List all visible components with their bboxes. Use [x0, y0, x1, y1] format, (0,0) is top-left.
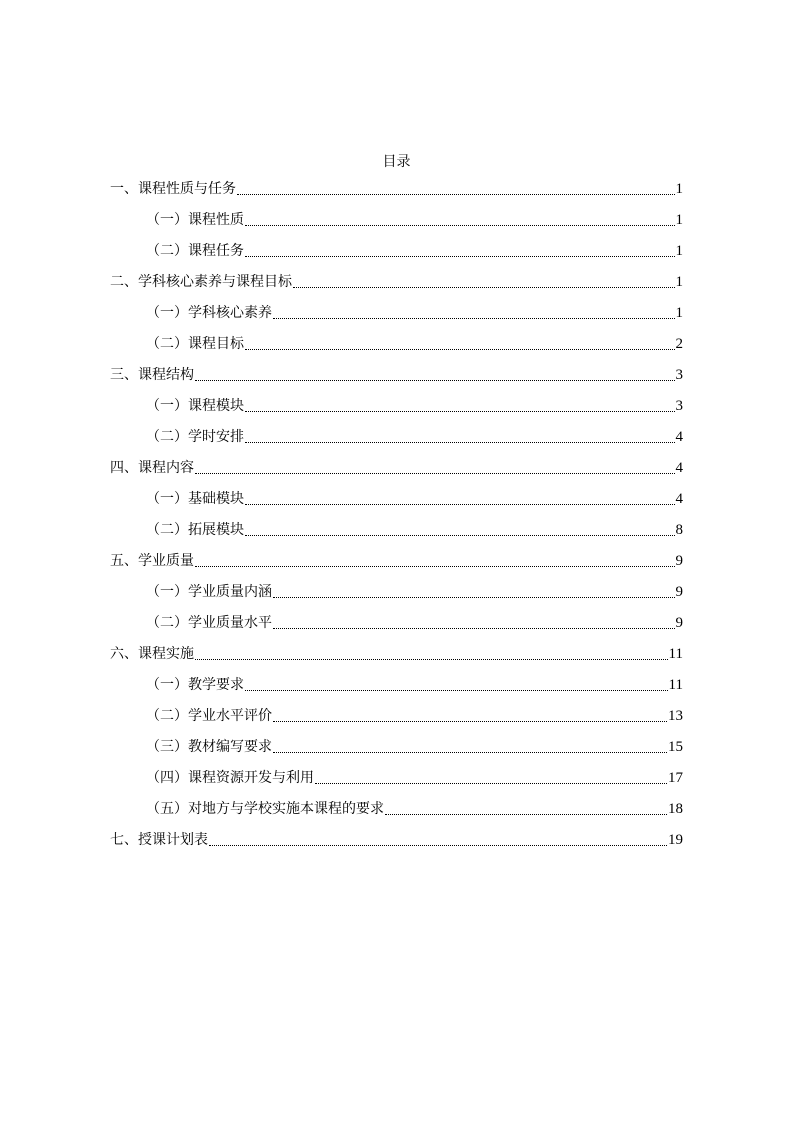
- toc-entry-page: 1: [675, 181, 683, 197]
- toc-entry[interactable]: [110, 761, 683, 792]
- toc-title: 目录: [382, 154, 411, 170]
- toc-entry-label: 三、课程结构: [110, 367, 194, 383]
- toc-entry[interactable]: [110, 699, 683, 730]
- toc-entry-page: 19: [668, 832, 683, 848]
- toc-entry-label: 六、课程实施: [110, 646, 194, 662]
- toc-entry-page: 11: [668, 677, 683, 693]
- toc-entry-page: 9: [675, 553, 683, 569]
- toc-entry[interactable]: [110, 544, 683, 575]
- toc-entry-page: 11: [668, 646, 683, 662]
- toc-entry-page: 15: [668, 739, 683, 755]
- toc-entry-label: （二）学时安排: [146, 429, 244, 445]
- toc-dot-leader: [195, 566, 675, 567]
- toc-entry[interactable]: [110, 420, 683, 451]
- toc-entry-page: 1: [675, 212, 683, 228]
- toc-entry-label: （一）课程性质: [146, 212, 244, 228]
- toc-entry-page: 1: [675, 243, 683, 259]
- toc-entry-page: 18: [668, 801, 683, 817]
- toc-dot-leader: [293, 287, 675, 288]
- toc-entry[interactable]: [110, 730, 683, 761]
- toc-entry-label: （四）课程资源开发与利用: [146, 770, 314, 786]
- toc-entry-page: 4: [675, 429, 683, 445]
- toc-entry-label: （一）学科核心素养: [146, 305, 272, 321]
- toc-entry-page: 9: [675, 615, 683, 631]
- toc-entry-page: 9: [675, 584, 683, 600]
- toc-entry-label: （二）课程目标: [146, 336, 244, 352]
- toc-entry-label: （三）教材编写要求: [146, 739, 272, 755]
- toc-entry-label: 七、授课计划表: [110, 832, 208, 848]
- toc-dot-leader: [273, 721, 667, 722]
- toc-entry-page: 13: [668, 708, 683, 724]
- toc-dot-leader: [245, 256, 675, 257]
- toc-entry[interactable]: [110, 358, 683, 389]
- toc-entry[interactable]: [110, 482, 683, 513]
- toc-entry[interactable]: [110, 451, 683, 482]
- toc-entry-label: （一）教学要求: [146, 677, 244, 693]
- toc-entry-page: 4: [675, 491, 683, 507]
- toc-dot-leader: [195, 473, 675, 474]
- toc-entry-label: 一、课程性质与任务: [110, 181, 236, 197]
- toc-entry[interactable]: [110, 389, 683, 420]
- toc-list: [110, 172, 683, 854]
- toc-dot-leader: [245, 690, 668, 691]
- toc-entry-label: （二）学业质量水平: [146, 615, 272, 631]
- toc-entry-page: 1: [675, 305, 683, 321]
- toc-entry[interactable]: [110, 668, 683, 699]
- toc-dot-leader: [245, 442, 675, 443]
- toc-dot-leader: [385, 814, 667, 815]
- toc-entry-label: （五）对地方与学校实施本课程的要求: [146, 801, 384, 817]
- toc-dot-leader: [273, 597, 675, 598]
- toc-dot-leader: [245, 349, 675, 350]
- toc-entry-label: （一）学业质量内涵: [146, 584, 272, 600]
- toc-entry-page: 8: [675, 522, 683, 538]
- toc-dot-leader: [195, 380, 675, 381]
- toc-dot-leader: [245, 225, 675, 226]
- toc-entry[interactable]: [110, 823, 683, 854]
- toc-entry-page: 1: [675, 274, 683, 290]
- toc-entry[interactable]: [110, 606, 683, 637]
- toc-entry[interactable]: [110, 265, 683, 296]
- toc-entry[interactable]: [110, 296, 683, 327]
- toc-dot-leader: [245, 411, 675, 412]
- toc-dot-leader: [237, 194, 675, 195]
- toc-entry-page: 2: [675, 336, 683, 352]
- toc-entry[interactable]: [110, 575, 683, 606]
- toc-entry[interactable]: [110, 234, 683, 265]
- toc-entry-label: （二）拓展模块: [146, 522, 244, 538]
- toc-dot-leader: [273, 628, 675, 629]
- toc-entry-label: （二）课程任务: [146, 243, 244, 259]
- toc-entry-label: （一）基础模块: [146, 491, 244, 507]
- toc-entry-label: 二、学科核心素养与课程目标: [110, 274, 292, 290]
- toc-dot-leader: [245, 535, 675, 536]
- toc-entry[interactable]: [110, 172, 683, 203]
- toc-entry[interactable]: [110, 792, 683, 823]
- toc-dot-leader: [195, 659, 668, 660]
- toc-dot-leader: [315, 783, 667, 784]
- toc-entry-label: 四、课程内容: [110, 460, 194, 476]
- toc-entry-page: 4: [675, 460, 683, 476]
- toc-entry-label: 五、学业质量: [110, 553, 194, 569]
- toc-entry-page: 3: [675, 367, 683, 383]
- toc-entry[interactable]: [110, 637, 683, 668]
- toc-entry-page: 3: [675, 398, 683, 414]
- toc-dot-leader: [245, 504, 675, 505]
- toc-dot-leader: [273, 752, 667, 753]
- toc-entry[interactable]: [110, 203, 683, 234]
- toc-entry-label: （一）课程模块: [146, 398, 244, 414]
- toc-entry-page: 17: [668, 770, 683, 786]
- toc-entry-label: （二）学业水平评价: [146, 708, 272, 724]
- toc-entry[interactable]: [110, 327, 683, 358]
- toc-dot-leader: [273, 318, 675, 319]
- toc-dot-leader: [209, 845, 667, 846]
- toc-entry[interactable]: [110, 513, 683, 544]
